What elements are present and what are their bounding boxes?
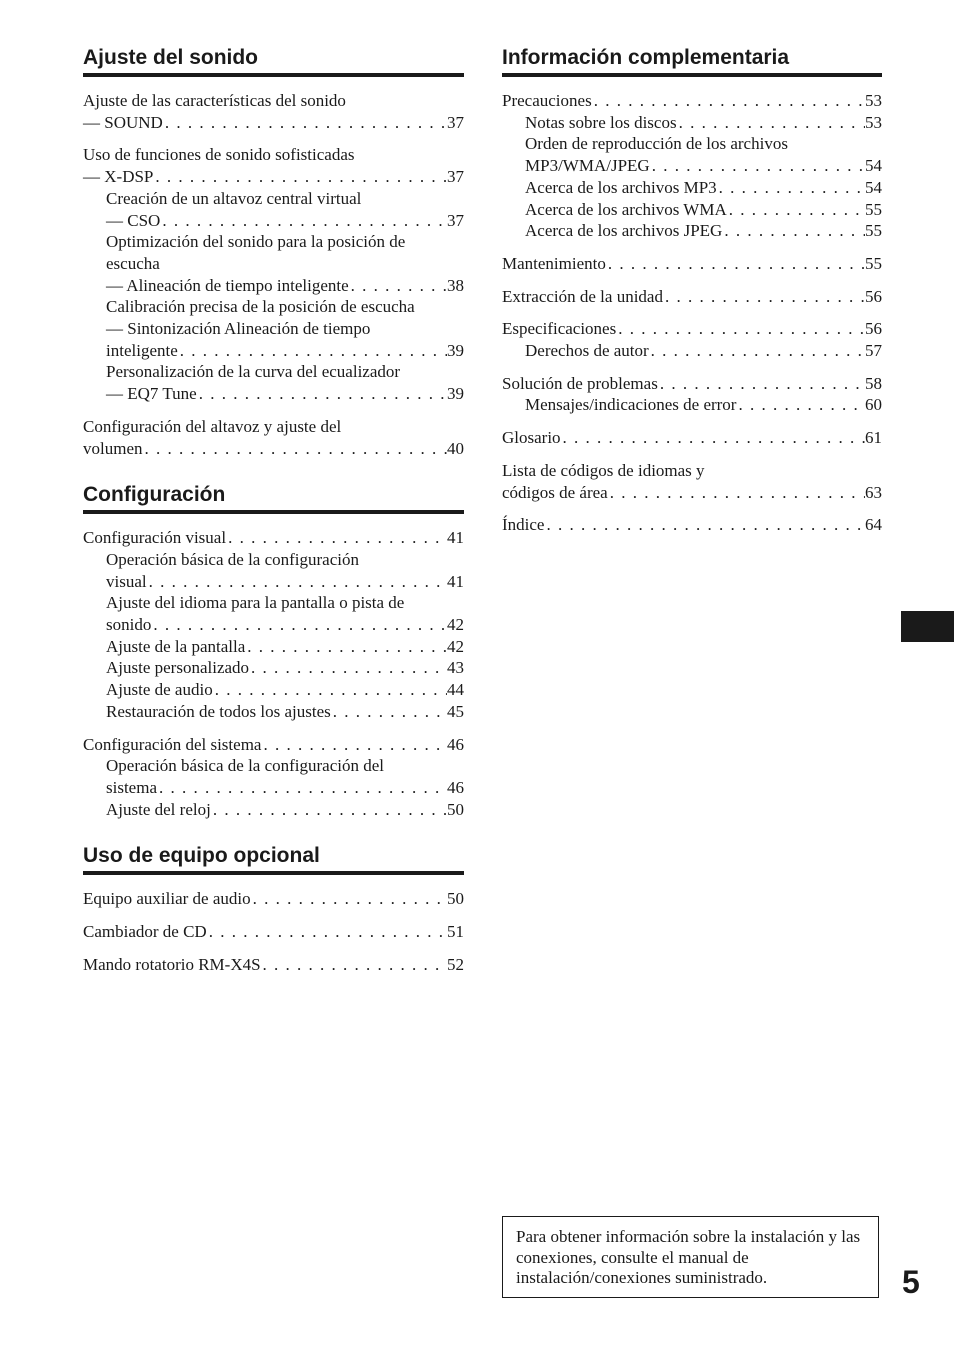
page-number: 5 bbox=[902, 1264, 920, 1300]
dot-leader bbox=[147, 571, 447, 593]
toc-entry[interactable] bbox=[83, 954, 464, 976]
toc-entry-line bbox=[83, 416, 464, 438]
entry-title: Configuración visual bbox=[83, 528, 227, 548]
dot-leader bbox=[211, 799, 447, 821]
dot-leader bbox=[561, 427, 865, 449]
toc-subentry-line bbox=[502, 199, 882, 221]
page-reference: 42 bbox=[447, 636, 464, 656]
page-reference: 40 bbox=[447, 438, 464, 458]
right-column bbox=[502, 44, 882, 547]
entry-title: Ajuste de la pantalla bbox=[106, 636, 246, 656]
toc-entry-line bbox=[83, 166, 464, 188]
toc-subentry-line bbox=[83, 679, 464, 701]
page-reference: 50 bbox=[447, 799, 464, 819]
toc-entry-line bbox=[502, 514, 882, 536]
dot-leader bbox=[143, 438, 448, 460]
page-reference: 56 bbox=[865, 286, 882, 306]
page-reference: 61 bbox=[865, 428, 882, 448]
page-reference: 51 bbox=[447, 922, 464, 942]
toc-entry-line bbox=[83, 438, 464, 460]
entry-title: Uso de funciones de sonido sofisticadas bbox=[83, 145, 355, 165]
toc-subentry-line bbox=[502, 177, 882, 199]
entry-title: Cambiador de CD bbox=[83, 922, 207, 942]
page-reference: 54 bbox=[865, 177, 882, 197]
entry-title: Mensajes/indicaciones de error bbox=[525, 395, 737, 415]
dot-leader bbox=[151, 614, 447, 636]
dot-leader bbox=[616, 318, 865, 340]
toc-entry-line bbox=[83, 888, 464, 910]
dot-leader bbox=[717, 177, 865, 199]
toc-entry-line bbox=[502, 90, 882, 112]
entry-title: Configuración del sistema bbox=[83, 734, 262, 754]
entry-title: Operación básica de la configuración del bbox=[106, 756, 385, 776]
entry-title: Configuración del altavoz y ajuste del bbox=[83, 416, 342, 436]
page-reference: 39 bbox=[447, 340, 464, 360]
page-reference: 38 bbox=[447, 275, 464, 295]
entry-title: Precauciones bbox=[502, 91, 592, 110]
entry-title: sistema bbox=[106, 777, 157, 797]
entry-title: Ajuste del idioma para la pantalla o pista de bbox=[106, 593, 405, 613]
page-reference: 41 bbox=[447, 528, 464, 548]
entry-title: Mantenimiento bbox=[502, 253, 606, 273]
toc-entry-line bbox=[502, 427, 882, 449]
entry-title: Extracción de la unidad bbox=[502, 286, 663, 306]
toc-subentry-line bbox=[83, 361, 464, 383]
entry-title: Optimización del sonido para la posición de bbox=[106, 232, 406, 252]
dot-leader bbox=[213, 679, 447, 701]
entry-title: Ajuste personalizado bbox=[106, 658, 250, 678]
entry-title: Creación de un altavoz central virtual bbox=[106, 188, 362, 208]
dot-leader bbox=[727, 199, 865, 221]
toc-subentry-line bbox=[83, 210, 464, 232]
entry-title: Glosario bbox=[502, 428, 561, 448]
toc-entry-line bbox=[83, 734, 464, 756]
installation-note-box bbox=[502, 1216, 879, 1298]
section-title: Configuración bbox=[83, 483, 226, 507]
dot-leader bbox=[157, 777, 447, 799]
page-reference: 57 bbox=[865, 341, 882, 361]
entry-title: Especificaciones bbox=[502, 319, 617, 339]
toc-subentry-line bbox=[83, 253, 464, 275]
toc-entry-line bbox=[83, 112, 464, 134]
page-reference: 64 bbox=[865, 515, 882, 535]
dot-leader bbox=[736, 394, 865, 416]
dot-leader bbox=[226, 527, 447, 549]
toc-subentry-line bbox=[502, 394, 882, 416]
dot-leader bbox=[251, 888, 447, 910]
entry-title: — Alineación de tiempo inteligente bbox=[106, 275, 349, 295]
toc-subentry-line bbox=[83, 231, 464, 253]
toc-subentry-line bbox=[83, 592, 464, 614]
toc-subentry-line bbox=[83, 188, 464, 210]
section-tab-marker bbox=[901, 611, 954, 642]
toc-entry[interactable] bbox=[83, 416, 464, 459]
entry-title: Personalización de la curva del ecualizador bbox=[106, 362, 401, 382]
page-reference: 53 bbox=[865, 112, 882, 132]
entry-title: Calibración precisa de la posición de escucha bbox=[106, 297, 415, 317]
entry-title: Ajuste de las características del sonido bbox=[83, 91, 346, 110]
entry-title: sonido bbox=[106, 615, 152, 635]
toc-subentry-line bbox=[83, 549, 464, 571]
toc-entry[interactable] bbox=[502, 460, 882, 503]
entry-title: — SOUND bbox=[83, 112, 163, 132]
toc-entry[interactable] bbox=[83, 90, 464, 133]
page-reference: 53 bbox=[865, 91, 882, 110]
installation-note-text: Para obtener información sobre la instalación y las conexiones, consulte el manual de instalación/conexiones suministrado. bbox=[516, 1227, 861, 1288]
toc-entry[interactable] bbox=[502, 373, 882, 416]
toc-entry[interactable] bbox=[502, 90, 882, 242]
entry-title: — EQ7 Tune bbox=[106, 384, 197, 404]
entry-title: Orden de reproducción de los archivos bbox=[525, 134, 788, 154]
entry-title: Ajuste del reloj bbox=[106, 799, 211, 819]
section-rule bbox=[83, 871, 464, 875]
entry-title: Ajuste de audio bbox=[106, 680, 213, 700]
toc-entry[interactable] bbox=[83, 144, 464, 404]
entry-title: Derechos de autor bbox=[525, 341, 649, 361]
dot-leader bbox=[197, 383, 447, 405]
dot-leader bbox=[160, 210, 447, 232]
toc-entry[interactable] bbox=[502, 514, 882, 536]
toc-subentry-line bbox=[83, 275, 464, 297]
toc-subentry-line bbox=[83, 318, 464, 340]
page-reference: 56 bbox=[865, 319, 882, 339]
toc-entry[interactable] bbox=[502, 318, 882, 361]
page-reference: 63 bbox=[865, 482, 882, 502]
page-reference: 46 bbox=[447, 777, 464, 797]
page-reference: 55 bbox=[865, 199, 882, 219]
dot-leader bbox=[153, 166, 447, 188]
toc-entry[interactable] bbox=[83, 888, 464, 910]
toc-subentry-line bbox=[83, 755, 464, 777]
section-rule bbox=[83, 73, 464, 77]
toc-entry[interactable] bbox=[83, 527, 464, 722]
dot-leader bbox=[544, 514, 865, 536]
entry-title: volumen bbox=[83, 438, 143, 458]
entry-title: inteligente bbox=[106, 340, 178, 360]
toc-entry-line bbox=[502, 253, 882, 275]
entry-title: Índice bbox=[502, 515, 545, 535]
page-reference: 45 bbox=[447, 701, 464, 721]
toc-entry-line bbox=[83, 527, 464, 549]
dot-leader bbox=[649, 340, 865, 362]
dot-leader bbox=[261, 954, 447, 976]
toc-subentry-line bbox=[83, 383, 464, 405]
entry-title: Lista de códigos de idiomas y bbox=[502, 460, 705, 480]
toc-entry-line bbox=[502, 460, 882, 482]
toc-subentry-line bbox=[83, 657, 464, 679]
toc-subentry-line bbox=[83, 571, 464, 593]
dot-leader bbox=[349, 275, 447, 297]
toc-section bbox=[83, 842, 464, 975]
dot-leader bbox=[207, 921, 447, 943]
page-reference: 37 bbox=[447, 112, 464, 132]
dot-leader bbox=[677, 112, 865, 134]
toc-section bbox=[83, 44, 464, 459]
page-reference: 52 bbox=[447, 954, 464, 974]
entry-title: visual bbox=[106, 571, 147, 591]
toc-subentry-line bbox=[502, 220, 882, 242]
page-reference: 44 bbox=[447, 680, 464, 700]
toc-entry[interactable] bbox=[502, 427, 882, 449]
toc-subentry-line bbox=[502, 133, 882, 155]
entry-title: Restauración de todos los ajustes bbox=[106, 701, 331, 721]
left-column bbox=[83, 44, 464, 987]
dot-leader bbox=[722, 220, 865, 242]
toc-subentry-line bbox=[83, 614, 464, 636]
dot-leader bbox=[650, 155, 865, 177]
dot-leader bbox=[606, 253, 865, 275]
toc-section bbox=[502, 44, 882, 536]
entry-title: — CSO bbox=[106, 210, 161, 230]
dot-leader bbox=[658, 373, 865, 395]
toc-subentry-line bbox=[83, 296, 464, 318]
entry-title: Acerca de los archivos MP3 bbox=[525, 177, 717, 197]
section-rule bbox=[502, 73, 882, 77]
page-reference: 46 bbox=[447, 734, 464, 754]
toc-subentry-line bbox=[502, 112, 882, 134]
page-reference: 37 bbox=[447, 167, 464, 187]
toc-entry-line bbox=[83, 144, 464, 166]
dot-leader bbox=[663, 286, 865, 308]
page-reference: 43 bbox=[447, 658, 464, 678]
page-reference: 58 bbox=[865, 373, 882, 393]
dot-leader bbox=[608, 482, 865, 504]
toc-entry-line bbox=[502, 286, 882, 308]
entry-title: Mando rotatorio RM-X4S bbox=[83, 954, 261, 974]
section-title: Uso de equipo opcional bbox=[83, 844, 320, 868]
entry-title: Notas sobre los discos bbox=[525, 112, 677, 132]
dot-leader bbox=[245, 636, 447, 658]
entry-title: — X-DSP bbox=[83, 167, 154, 187]
toc-entry-line bbox=[83, 90, 464, 112]
toc-entry[interactable] bbox=[502, 286, 882, 308]
entry-title: escucha bbox=[106, 253, 160, 273]
toc-subentry-line bbox=[502, 340, 882, 362]
section-title: Ajuste del sonido bbox=[83, 46, 259, 69]
dot-leader bbox=[249, 657, 447, 679]
dot-leader bbox=[163, 112, 447, 134]
entry-title: Acerca de los archivos JPEG bbox=[525, 221, 723, 241]
page-reference: 41 bbox=[447, 571, 464, 591]
toc-entry[interactable] bbox=[83, 921, 464, 943]
dot-leader bbox=[178, 340, 447, 362]
page-reference: 37 bbox=[447, 210, 464, 230]
toc-entry[interactable] bbox=[502, 253, 882, 275]
toc-subentry-line bbox=[83, 340, 464, 362]
entry-title: Acerca de los archivos WMA bbox=[525, 199, 727, 219]
page-reference: 55 bbox=[865, 253, 882, 273]
page-reference: 60 bbox=[865, 395, 882, 415]
toc-entry-line bbox=[83, 921, 464, 943]
page-reference: 39 bbox=[447, 384, 464, 404]
entry-title: códigos de área bbox=[502, 482, 608, 502]
toc-subentry-line bbox=[83, 777, 464, 799]
page-reference: 55 bbox=[865, 221, 882, 241]
toc-subentry-line bbox=[502, 155, 882, 177]
dot-leader bbox=[592, 90, 865, 112]
dot-leader bbox=[331, 701, 447, 723]
toc-section bbox=[83, 481, 464, 820]
page-reference: 42 bbox=[447, 615, 464, 635]
toc-entry[interactable] bbox=[83, 734, 464, 821]
toc-subentry-line bbox=[83, 636, 464, 658]
dot-leader bbox=[261, 734, 447, 756]
toc-subentry-line bbox=[83, 799, 464, 821]
entry-title: — Sintonización Alineación de tiempo bbox=[106, 319, 371, 339]
toc-subentry-line bbox=[83, 701, 464, 723]
section-rule bbox=[83, 510, 464, 514]
entry-title: Operación básica de la configuración bbox=[106, 549, 359, 569]
toc-entry-line bbox=[83, 954, 464, 976]
page-reference: 54 bbox=[865, 156, 882, 176]
page-reference: 50 bbox=[447, 889, 464, 909]
toc-entry-line bbox=[502, 318, 882, 340]
toc-entry-line bbox=[502, 373, 882, 395]
section-title: Información complementaria bbox=[502, 46, 790, 69]
entry-title: Solución de problemas bbox=[502, 373, 658, 393]
toc-entry-line bbox=[502, 482, 882, 504]
entry-title: Equipo auxiliar de audio bbox=[83, 889, 251, 909]
entry-title: MP3/WMA/JPEG bbox=[525, 156, 650, 176]
